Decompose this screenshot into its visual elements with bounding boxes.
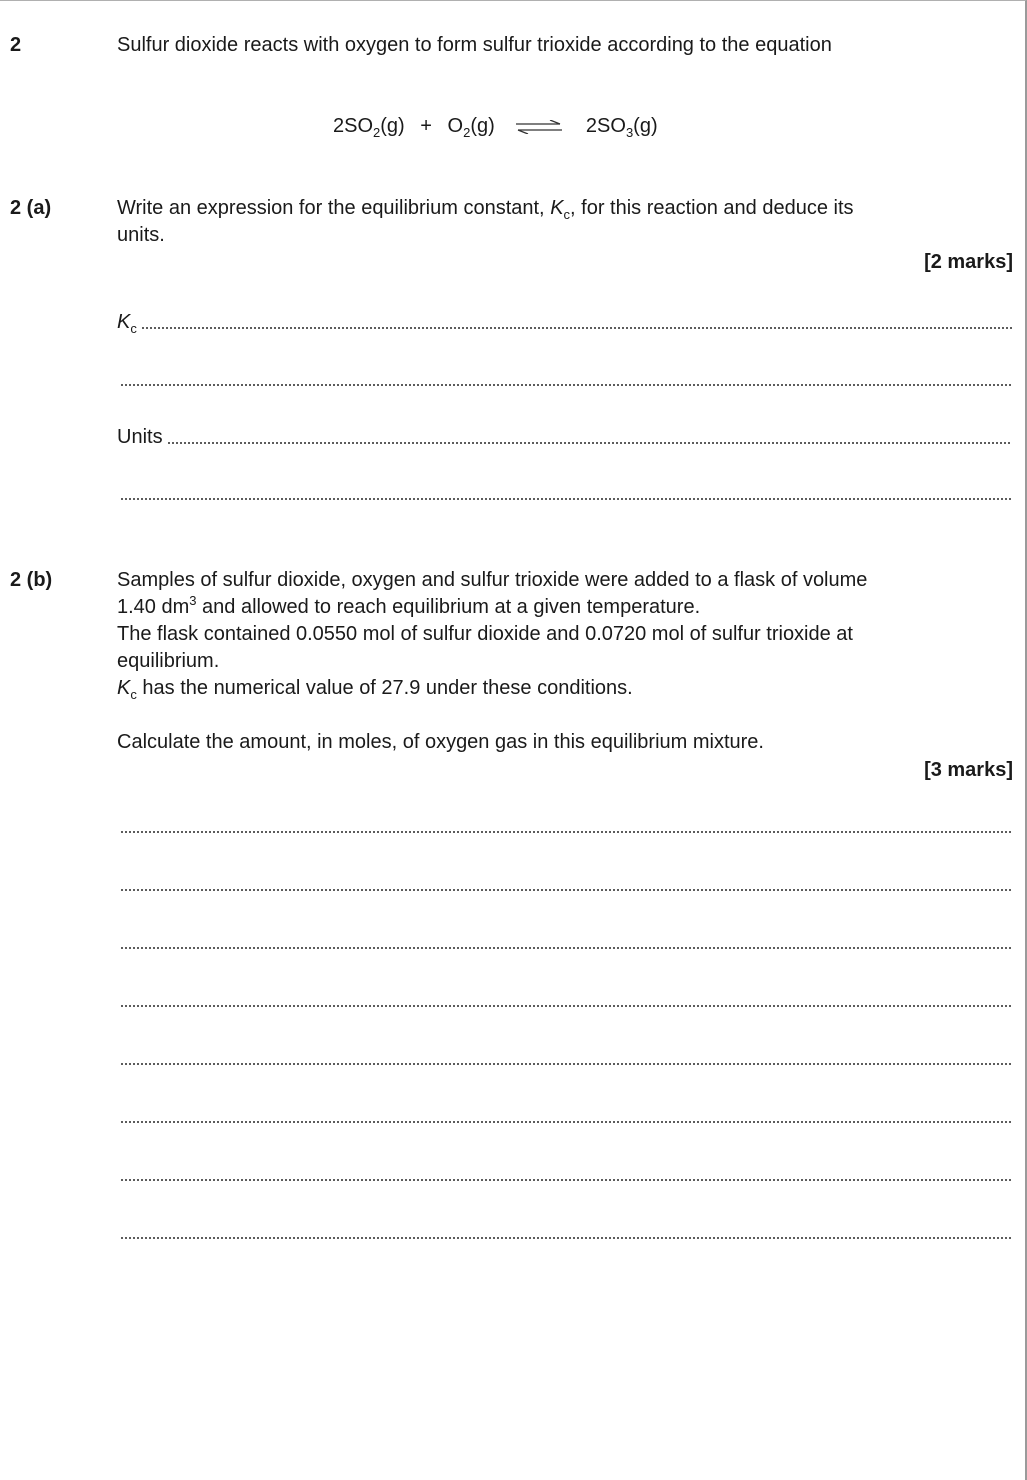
dotted-answer-line[interactable]	[167, 439, 1012, 447]
part-b-label: 2 (b)	[10, 569, 53, 591]
part-b-marks: [3 marks]	[924, 759, 1013, 781]
product-so3: $2SO_3(g)$	[585, 115, 658, 140]
units-label: Units	[117, 426, 163, 448]
question-number: 2	[10, 34, 22, 56]
dotted-answer-line[interactable]	[120, 1234, 1012, 1242]
plus-sign: +	[420, 115, 432, 137]
dotted-answer-line[interactable]	[120, 495, 1012, 503]
reactant-so2: $2SO_2(g)$	[333, 115, 405, 140]
kc-answer-label: $K_c$	[117, 311, 137, 336]
dotted-answer-line[interactable]	[120, 1176, 1012, 1184]
chemical-equation	[333, 113, 658, 140]
dotted-answer-line[interactable]	[120, 381, 1012, 389]
reactant-o2: $O_2(g)$	[447, 115, 495, 140]
part-a-marks: [2 marks]	[924, 251, 1013, 273]
equilibrium-arrow-icon	[516, 120, 562, 134]
part-b-text: Samples of sulfur dioxide, oxygen and sulfur trioxide were added to a flask of volume 1.40 $dm^3$ and allowed to reach equilibrium at a given temperature. The flask contained 0.0550 mol of sulfur dioxide and 0.0720 mol of sulfur trioxide at equilibrium. $K_c$ has the numerical value of 27.9 under these conditions. Calculate the amount, in moles, of oxygen gas in this equilibrium mixture.	[117, 569, 868, 753]
dotted-answer-line[interactable]	[141, 324, 1012, 332]
kc-answer-line[interactable]	[117, 309, 1012, 336]
question-intro: Sulfur dioxide reacts with oxygen to form sulfur trioxide according to the equation	[117, 34, 832, 56]
part-a-label: 2 (a)	[10, 197, 52, 219]
dotted-answer-line[interactable]	[120, 1118, 1012, 1126]
dotted-answer-line[interactable]	[120, 1002, 1012, 1010]
dotted-answer-line[interactable]	[120, 828, 1012, 836]
dotted-answer-line[interactable]	[120, 1060, 1012, 1068]
dotted-answer-line[interactable]	[120, 944, 1012, 952]
dotted-answer-line[interactable]	[120, 886, 1012, 894]
units-answer-line[interactable]	[117, 424, 1012, 451]
part-a-text: Write an expression for the equilibrium constant, $K_c$, for this reaction and deduce its units.	[117, 197, 854, 246]
